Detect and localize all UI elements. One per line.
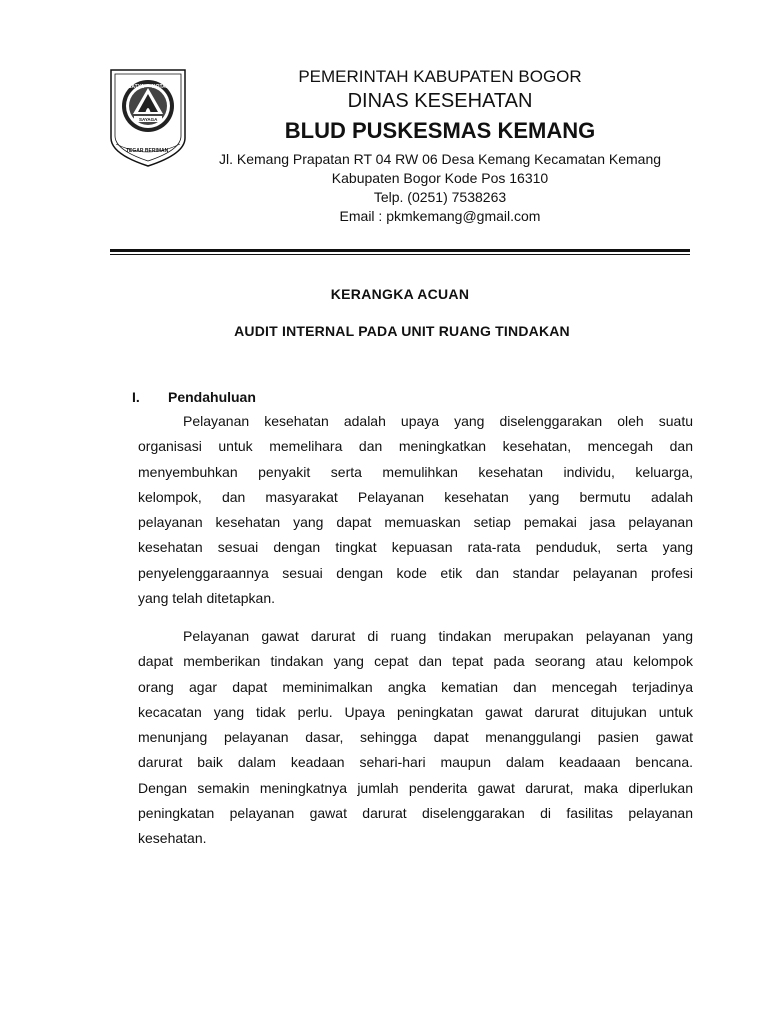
paragraph-line: Pelayanan gawat darurat di ruang tindakan merupakan pelayanan yang bbox=[183, 628, 693, 644]
paragraph-line: organisasi untuk memelihara dan meningkatkan kesehatan, mencegah dan bbox=[138, 438, 693, 455]
paragraph-line: Dengan semakin meningkatnya jumlah penderita gawat darurat, maka diperlukan bbox=[138, 779, 693, 796]
paragraph-line: kelompok, dan masyarakat Pelayanan kesehatan yang bermutu adalah bbox=[138, 488, 693, 505]
paragraph-line: menyembuhkan penyakit serta memulihkan kesehatan individu, keluarga, bbox=[138, 463, 693, 480]
document-subtitle: AUDIT INTERNAL PADA UNIT RUANG TINDAKAN bbox=[234, 323, 570, 339]
paragraph-line: kecacatan yang tidak perlu. Upaya peningkatan gawat darurat ditujukan untuk bbox=[138, 703, 693, 720]
phone-number: Telp. (0251) 7538263 bbox=[373, 189, 507, 205]
document-title: KERANGKA ACUAN bbox=[330, 286, 470, 302]
paragraph-line: kesehatan sesuai dengan tingkat kepuasan rata-rata penduduk, serta yang bbox=[138, 539, 693, 556]
kabupaten-bogor-emblem-icon bbox=[108, 68, 188, 168]
letterhead-divider-thin bbox=[110, 254, 690, 255]
svg-text:SAYAGA: SAYAGA bbox=[139, 117, 158, 122]
section-heading: Pendahuluan bbox=[168, 389, 256, 405]
paragraph-line: darurat baik dalam keadaan sehari-hari maupun dalam keadaaan bencana. bbox=[138, 754, 693, 771]
agency-name: DINAS KESEHATAN bbox=[347, 90, 533, 112]
svg-text:SATYA: SATYA bbox=[128, 84, 145, 90]
paragraph-line: yang telah ditetapkan. bbox=[138, 590, 275, 607]
paragraph-line: Pelayanan kesehatan adalah upaya yang diselenggarakan oleh suatu bbox=[183, 413, 693, 429]
paragraph-line: orang agar dapat meminimalkan angka kematian dan mencegah terjadinya bbox=[138, 678, 693, 695]
section-number: I. bbox=[132, 389, 140, 405]
paragraph-line: menunjang pelayanan dasar, sehingga dapat menanggulangi pasien gawat bbox=[138, 729, 693, 746]
paragraph-line: dapat memberikan tindakan yang cepat dan tepat pada seorang atau kelompok bbox=[138, 653, 693, 670]
paragraph-line: penyelenggaraannya sesuai dengan kode etik dan standar pelayanan profesi bbox=[138, 564, 693, 581]
address-line-1: Jl. Kemang Prapatan RT 04 RW 06 Desa Kemang Kecamatan Kemang bbox=[218, 151, 662, 167]
paragraph-line: pelayanan kesehatan yang dapat memuaskan setiap pemakai jasa pelayanan bbox=[138, 514, 693, 531]
paragraph-line: kesehatan. bbox=[138, 830, 207, 847]
address-line-2: Kabupaten Bogor Kode Pos 16310 bbox=[331, 170, 549, 186]
svg-text:KOTAPA: KOTAPA bbox=[152, 84, 173, 90]
institution-name: BLUD PUSKESMAS KEMANG bbox=[284, 118, 596, 143]
paragraph-2 bbox=[138, 624, 693, 852]
paragraph-1 bbox=[138, 409, 693, 611]
svg-text:TEGAR BERIMAN: TEGAR BERIMAN bbox=[126, 148, 169, 154]
letterhead-divider-thick bbox=[110, 249, 690, 252]
letterhead bbox=[192, 66, 688, 226]
email-address: Email : pkmkemang@gmail.com bbox=[339, 208, 541, 224]
paragraph-line: peningkatan pelayanan gawat darurat diselenggarakan di fasilitas pelayanan bbox=[138, 805, 693, 822]
government-name: PEMERINTAH KABUPATEN BOGOR bbox=[298, 67, 582, 86]
